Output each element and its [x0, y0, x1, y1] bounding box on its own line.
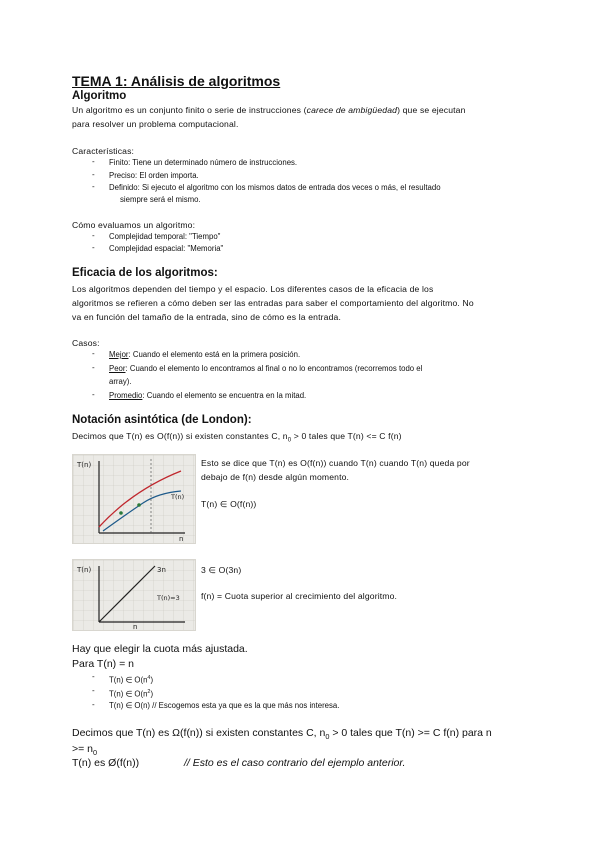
- algoritmo-definition-line2: para resolver un problema computacional.: [72, 119, 239, 129]
- graph-2-explanation: f(n) = Cuota superior al crecimiento del algoritmo.: [201, 591, 398, 601]
- graph-2-line-label: 3n: [157, 566, 166, 574]
- graph-1-formula: T(n) ∈ O(f(n)): [201, 499, 257, 509]
- list-bullet: -: [92, 349, 95, 358]
- graph-2-x-label: n: [133, 623, 138, 630]
- section-heading-algoritmo: Algoritmo: [72, 90, 127, 102]
- casos-label: Casos:: [72, 338, 100, 348]
- list-bullet: -: [92, 157, 95, 166]
- cuota-line1: Hay que elegir la cuota más ajustada.: [72, 643, 248, 655]
- graph-1-explanation-line1: Esto se dice que T(n) es O(f(n)) cuando T(n) cuando T(n) queda por: [201, 458, 470, 468]
- eficacia-paragraph-line: algoritmos se refieren a cómo deben ser las entradas para saber el comportamiento del algoritmo. No: [72, 298, 474, 308]
- list-item: T(n) ∈ $O(n^4)$: [109, 675, 154, 685]
- algoritmo-definition-line1: Un algoritmo es un conjunto finito o serie de instrucciones (carece de ambigüedad) que se ejecutan: [72, 105, 466, 115]
- list-item: Complejidad temporal: "Tiempo": [109, 232, 221, 241]
- graph-2-curve-label: T(n)=3: [157, 594, 180, 602]
- section-heading-eficacia: Eficacia de los algoritmos:: [72, 267, 218, 279]
- omega-line1: Decimos que T(n) es Ω(f(n)) si existen constantes C, $n_0 > 0$ tales que T(n) >= C f(n) para n: [72, 727, 492, 742]
- list-item: T(n) ∈ O(n) // Escogemos esta ya que es la que más nos interesa.: [109, 701, 340, 710]
- graph-photo-2: [72, 559, 196, 631]
- graph-1-curve-label: T(n): [171, 493, 185, 501]
- page-title: TEMA 1: Análisis de algoritmos: [72, 73, 281, 89]
- list-item-peor: Peor: Cuando el elemento lo encontramos al final o no lo encontramos (recorremos todo el: [109, 364, 423, 373]
- evaluar-label: Cómo evaluamos un algoritmo:: [72, 220, 196, 230]
- list-item: T(n) ∈ $O(n^2)$: [109, 689, 154, 699]
- graph-1-y-label: T(n): [77, 461, 92, 469]
- list-bullet: -: [92, 390, 95, 399]
- list-item-promedio: Promedio: Cuando el elemento se encuentra en la mitad.: [109, 391, 307, 400]
- omega-line2: >= $n_0$: [72, 743, 98, 758]
- list-bullet: -: [92, 231, 95, 240]
- point: [137, 503, 141, 507]
- graph-photo-1: [72, 454, 196, 544]
- eficacia-paragraph-line: va en función del tamaño de la entrada, sino de cómo es la entrada.: [72, 312, 341, 322]
- list-bullet: -: [92, 363, 95, 372]
- list-bullet: -: [92, 243, 95, 252]
- omega-line3: T(n) es Ø(f(n)): [72, 757, 140, 769]
- list-bullet: -: [92, 700, 95, 709]
- graph-1-x-label: n: [179, 535, 184, 543]
- caracteristicas-label: Características:: [72, 146, 135, 156]
- omega-comment: // Esto es el caso contrario del ejemplo anterior.: [184, 757, 406, 769]
- list-bullet: -: [92, 182, 95, 191]
- point: [119, 511, 123, 515]
- list-item-continuation: array).: [109, 377, 132, 386]
- list-item: Preciso: El orden importa.: [109, 171, 199, 180]
- list-item: Complejidad espacial: "Memoria": [109, 244, 224, 253]
- graph-1-drawing: [73, 455, 195, 543]
- eficacia-paragraph-line: Los algoritmos dependen del tiempo y el espacio. Los diferentes casos de la eficacia de los: [72, 284, 434, 294]
- graph-2-drawing: [73, 560, 195, 630]
- list-item-continuation: siempre será el mismo.: [120, 195, 201, 204]
- cuota-line2: Para T(n) = n: [72, 658, 134, 670]
- list-item-mejor: Mejor: Cuando el elemento está en la primera posición.: [109, 350, 301, 359]
- list-bullet: -: [92, 686, 95, 695]
- list-bullet: -: [92, 170, 95, 179]
- list-item: Definido: Si ejecuto el algoritmo con los mismos datos de entrada dos veces o más, el resultado: [109, 183, 441, 192]
- graph-2-y-label: T(n): [77, 566, 92, 574]
- list-item: Finito: Tiene un determinado número de instrucciones.: [109, 158, 298, 167]
- graph-2-formula: 3 ∈ O(3n): [201, 565, 242, 575]
- notacion-definition: Decimos que T(n) es O(f(n)) si existen constantes C, $n_0 > 0$ tales que T(n) <= C f(n): [72, 431, 402, 444]
- section-heading-notacion: Notación asintótica (de London):: [72, 414, 252, 426]
- graph-1-explanation-line2: debajo de f(n) desde algún momento.: [201, 472, 350, 482]
- list-bullet: -: [92, 672, 95, 681]
